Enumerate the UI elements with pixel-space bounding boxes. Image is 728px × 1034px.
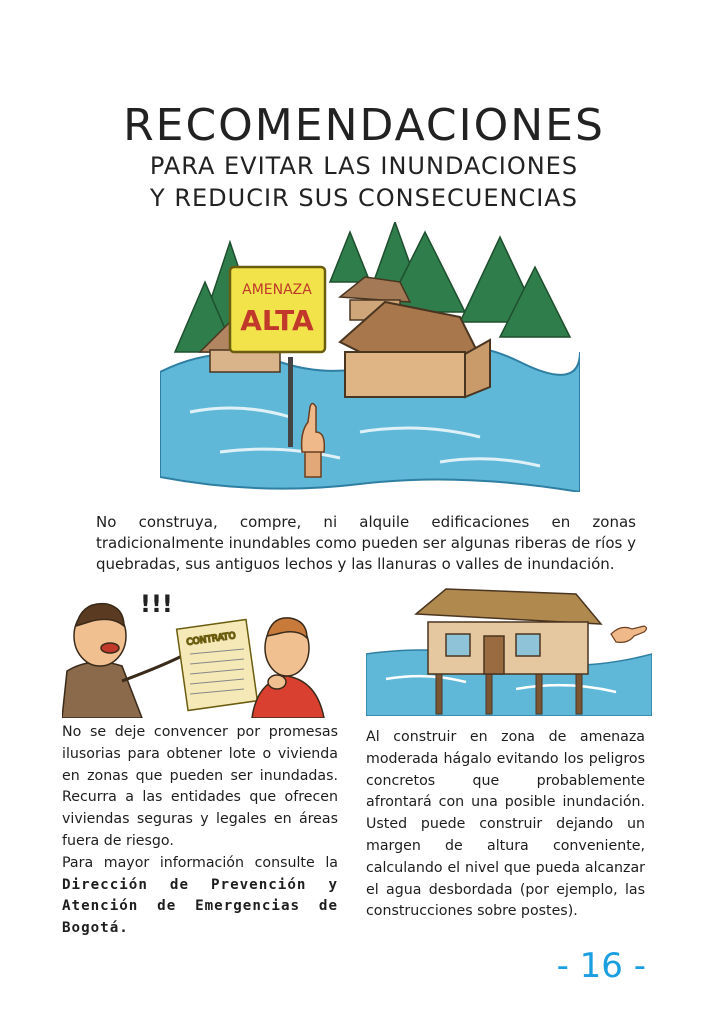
warning-sign-text-top: AMENAZA [242,282,312,298]
page-title: RECOMENDACIONES [123,100,605,151]
page-number: - 16 - [556,946,646,986]
flood-warning-illustration [160,222,580,492]
warning-sign-text-bottom: ALTA [240,304,314,337]
responsible-entity: Dirección de Prevención y Atención de Emergencias de Bogotá. [62,876,338,937]
contract-label: CONTRATO [185,631,237,648]
contract-scam-illustration [62,586,340,718]
left-column-text [62,722,338,940]
left-column-paragraph: No se deje convencer por promesas ilusorias para obtener lote o vivienda en zonas que pueden ser inundadas. Recurra a las entidades que ofrecen viviendas seguras y legales en áreas fuera de riesgo. [62,724,338,849]
exclamation-marks: !!! [140,590,173,618]
raised-house [416,589,601,674]
subtitle-line-1: PARA EVITAR LAS INUNDACIONES [149,152,579,180]
contract-document [177,620,258,711]
info-prefix: Para mayor información consulte la [62,854,338,871]
subtitle-line-2: Y REDUCIR SUS CONSECUENCIAS [150,184,578,212]
stilt-house-illustration [366,584,652,716]
intro-recommendation: No construya, compre, ni alquile edificaciones en zonas tradicionalmente inundables como pueden ser algunas riberas de ríos y quebradas, sus antiguos lechos y las llanuras o valles de inundación. [96,513,636,573]
right-column-text: Al construir en zona de amenaza moderada hágalo evitando los peligros concretos que probablemente afrontará con una posible inundación. Usted puede construir dejando un margen de altura conveniente, calculando el nivel que pueda alcanzar el agua desbordada (por ejemplo, las construcciones sobre postes). [366,729,645,920]
